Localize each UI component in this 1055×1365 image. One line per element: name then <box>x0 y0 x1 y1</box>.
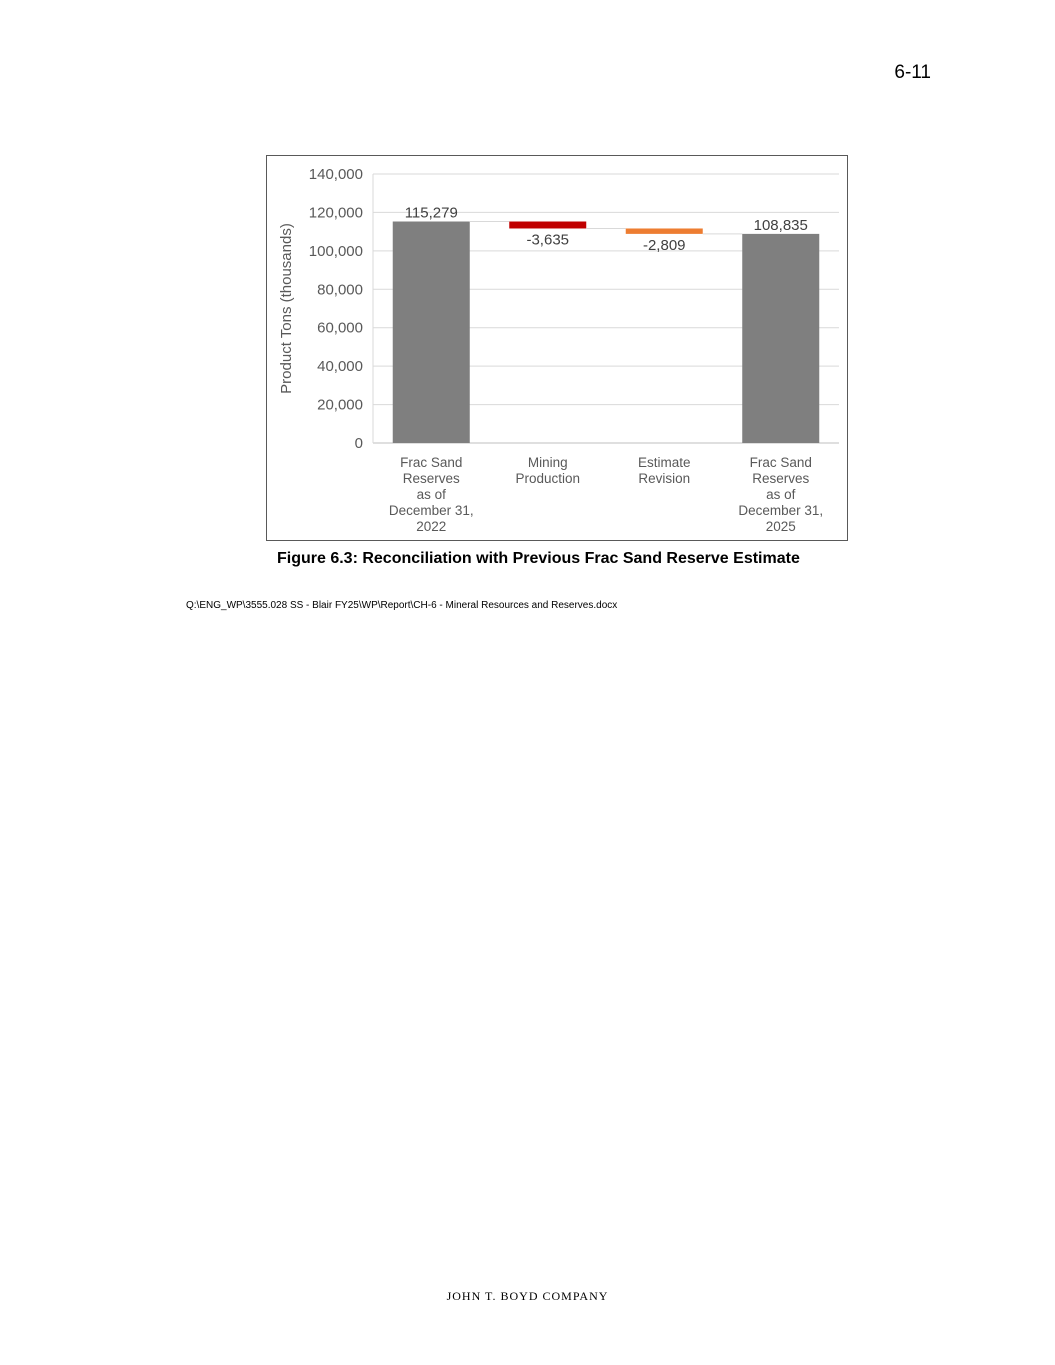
category-label: Mining <box>527 455 568 470</box>
category-label: Frac Sand <box>400 455 463 470</box>
y-tick-label: 60,000 <box>317 319 363 337</box>
category-label: 2022 <box>416 519 447 534</box>
company-footer: JOHN T. BOYD COMPANY <box>446 1289 609 1303</box>
bar <box>742 234 819 443</box>
category-label: as of <box>416 487 446 502</box>
bar <box>626 228 703 233</box>
y-tick-label: 0 <box>354 435 363 452</box>
data-label: -3,635 <box>526 231 570 249</box>
category-label: December 31, <box>388 503 474 518</box>
y-axis-title: Product Tons (thousands) <box>278 223 295 394</box>
category-label: as of <box>766 487 796 502</box>
waterfall-chart <box>266 155 848 541</box>
category-label: Production <box>515 471 581 486</box>
page-number: 6-11 <box>894 62 931 83</box>
y-tick-label: 80,000 <box>317 281 363 299</box>
y-tick-label: 120,000 <box>308 204 363 222</box>
file-path: Q:\ENG_WP\3555.028 SS - Blair FY25\WP\Report\CH-6 - Mineral Resources and Reserves.docx <box>186 600 618 611</box>
category-label: 2025 <box>765 519 796 534</box>
bar <box>509 221 586 228</box>
bar <box>393 221 470 443</box>
y-tick-label: 100,000 <box>308 242 363 260</box>
data-label: -2,809 <box>642 236 686 254</box>
category-label: Reserves <box>402 471 460 486</box>
y-tick-label: 20,000 <box>317 396 363 414</box>
chart-svg <box>267 156 847 540</box>
category-label: Frac Sand <box>749 455 812 470</box>
category-label: December 31, <box>738 503 824 518</box>
data-label: 108,835 <box>753 216 808 234</box>
y-tick-label: 140,000 <box>308 166 363 183</box>
category-label: Estimate <box>637 455 691 470</box>
category-label: Reserves <box>752 471 810 486</box>
data-label: 115,279 <box>404 204 458 222</box>
y-tick-label: 40,000 <box>317 358 363 376</box>
category-label: Revision <box>638 471 691 486</box>
figure-caption: Figure 6.3: Reconciliation with Previous Frac Sand Reserve Estimate <box>277 550 800 567</box>
